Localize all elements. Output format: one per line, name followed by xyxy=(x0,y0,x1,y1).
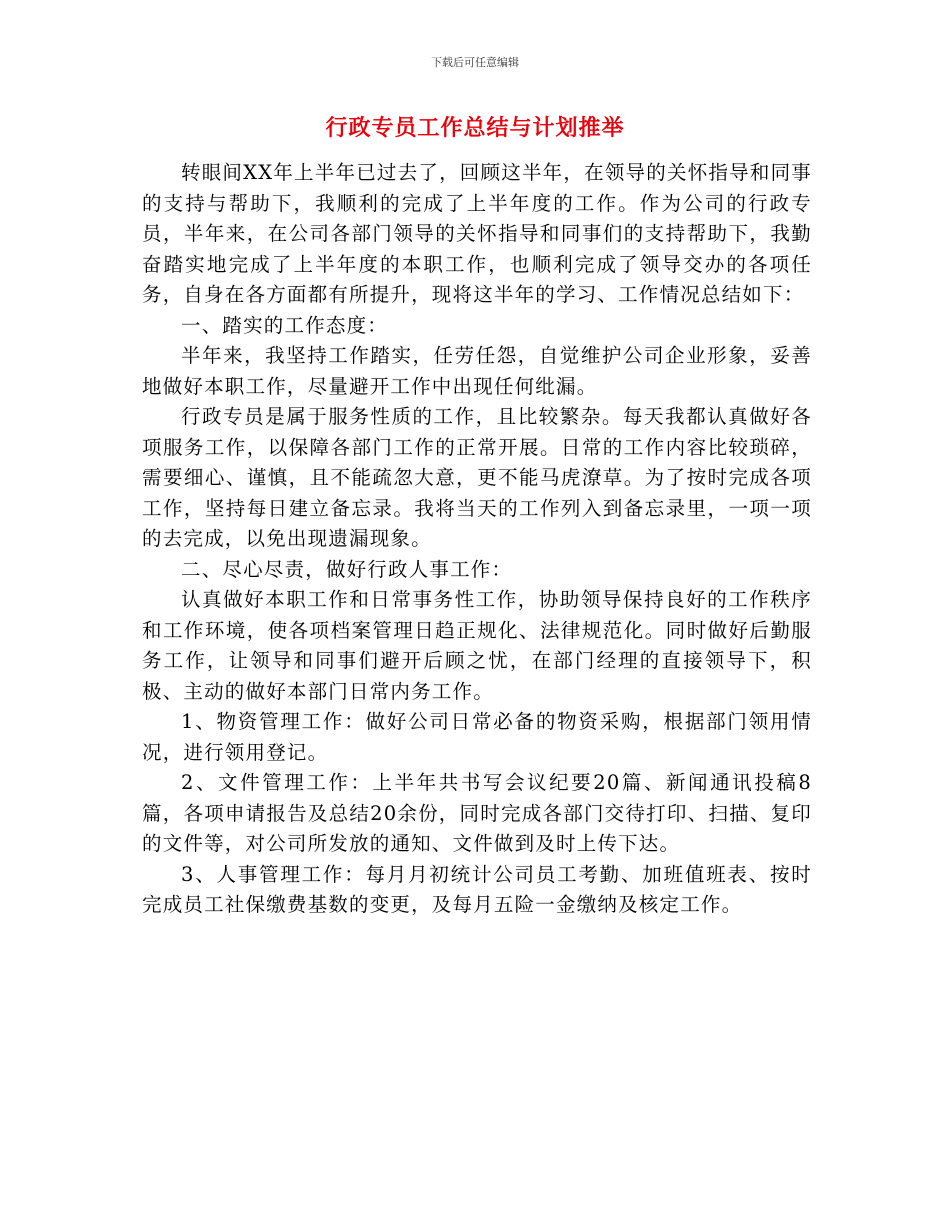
paragraph-item-2: 2、文件管理工作：上半年共书写会议纪要20篇、新闻通讯投稿8篇，各项申请报告及总结20余份，同时完成各部门交待打印、扫描、复印的文件等，对公司所发放的通知、文件做到及时上传下达。 xyxy=(142,771,812,855)
paragraph-item-1: 1、物资管理工作：做好公司日常必备的物资采购，根据部门领用情况，进行领用登记。 xyxy=(142,710,812,764)
paragraph-item-3: 3、人事管理工作：每月月初统计公司员工考勤、加班值班表、按时完成员工社保缴费基数的变更，及每月五险一金缴纳及核定工作。 xyxy=(142,862,812,916)
paragraph-admin-work: 认真做好本职工作和日常事务性工作，协助领导保持良好的工作秩序和工作环境，使各项档案管理日趋正规化、法律规范化。同时做好后勤服务工作，让领导和同事们避开后顾之忧，在部门经理的直接领导下，积极、主动的做好本部门日常内务工作。 xyxy=(142,588,812,703)
document-body xyxy=(142,158,812,921)
paragraph-work-attitude: 半年来，我坚持工作踏实，任劳任怨，自觉维护公司企业形象，妥善地做好本职工作，尽量避开工作中出现任何纰漏。 xyxy=(142,344,812,398)
paragraph-intro: 转眼间XX年上半年已过去了，回顾这半年，在领导的关怀指导和同事的支持与帮助下，我顺利的完成了上半年度的工作。作为公司的行政专员，半年来，在公司各部门领导的关怀指导和同事们的支持帮助下，我勤奋踏实地完成了上半年度的本职工作，也顺利完成了领导交办的各项任务，自身在各方面都有所提升，现将这半年的学习、工作情况总结如下： xyxy=(142,161,812,306)
section-heading-2: 二、尽心尽责，做好行政人事工作： xyxy=(181,557,513,581)
paragraph-service-work: 行政专员是属于服务性质的工作，且比较繁杂。每天我都认真做好各项服务工作，以保障各部门工作的正常开展。日常的工作内容比较琐碎，需要细心、谨慎，且不能疏忽大意，更不能马虎潦草。为了按时完成各项工作，坚持每日建立备忘录。我将当天的工作列入到备忘录里，一项一项的去完成，以免出现遗漏现象。 xyxy=(142,405,812,550)
header-note: 下载后可任意编辑 xyxy=(431,56,519,69)
section-heading-1: 一、踏实的工作态度： xyxy=(181,313,389,337)
document-title: 行政专员工作总结与计划推举 xyxy=(325,116,625,141)
